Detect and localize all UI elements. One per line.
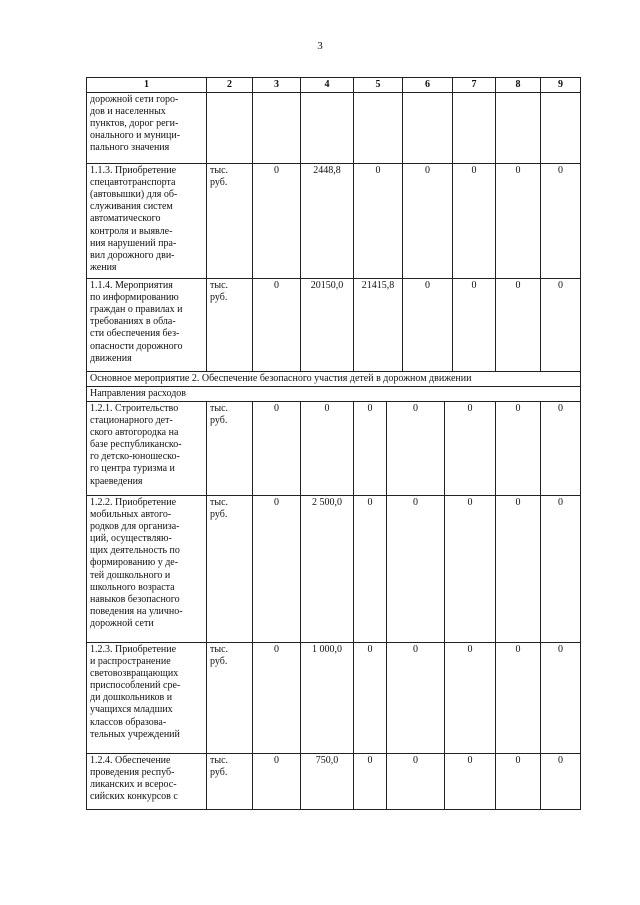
row-description: 1.2.2. Приобретение мобильных автого- родков для организа- ций, осуществляю- щих деятельность по формированию у де- тей дошкольного и школьного возраста навыков безопасного поведения на улично- дорожной сети	[87, 496, 207, 643]
row-description: дорожной сети горо- дов и населенных пунктов, дорог реги- онального и муници- пального значения	[87, 93, 207, 164]
value-cell: 0	[387, 754, 445, 810]
table-row	[87, 93, 581, 164]
value-cell: 0	[496, 402, 541, 496]
unit-cell: тыс. руб.	[207, 402, 253, 496]
row-description: 1.2.4. Обеспечение проведения респуб- ликанских и всерос- сийских конкурсов с	[87, 754, 207, 810]
value-cell: 0	[301, 402, 354, 496]
value-cell: 0	[253, 164, 301, 279]
directions-heading: Направления расходов	[87, 387, 581, 402]
value-cell: 0	[253, 754, 301, 810]
value-cell: 0	[387, 402, 445, 496]
col-header: 3	[253, 78, 301, 93]
activity-heading: Основное мероприятие 2. Обеспечение безопасного участия детей в дорожном движении	[87, 372, 581, 387]
col-header: 4	[301, 78, 354, 93]
value-cell: 0	[354, 643, 387, 754]
value-cell: 0	[387, 496, 445, 643]
value-cell: 0	[496, 643, 541, 754]
value-cell	[453, 93, 496, 164]
value-cell: 0	[453, 279, 496, 372]
value-cell: 0	[541, 754, 581, 810]
value-cell: 0	[541, 279, 581, 372]
section-row	[87, 387, 581, 402]
upper-table	[86, 77, 581, 402]
value-cell: 0	[253, 496, 301, 643]
unit-cell: тыс. руб.	[207, 164, 253, 279]
value-cell	[354, 93, 403, 164]
unit-cell	[207, 93, 253, 164]
value-cell	[496, 93, 541, 164]
value-cell: 21415,8	[354, 279, 403, 372]
value-cell	[403, 93, 453, 164]
table-row	[87, 754, 581, 810]
col-header: 5	[354, 78, 403, 93]
value-cell: 0	[253, 643, 301, 754]
value-cell: 750,0	[301, 754, 354, 810]
value-cell: 0	[354, 402, 387, 496]
value-cell	[541, 93, 581, 164]
value-cell: 0	[445, 496, 496, 643]
value-cell: 0	[354, 164, 403, 279]
value-cell: 0	[496, 754, 541, 810]
row-description: 1.2.1. Строительство стационарного дет- ского автогородка на базе республиканско- го детско-юношеско- го центра туризма и краеведения	[87, 402, 207, 496]
value-cell: 0	[541, 496, 581, 643]
value-cell: 0	[445, 643, 496, 754]
value-cell: 0	[387, 643, 445, 754]
unit-cell: тыс. руб.	[207, 279, 253, 372]
value-cell: 0	[541, 164, 581, 279]
col-header: 8	[496, 78, 541, 93]
value-cell: 2 500,0	[301, 496, 354, 643]
table-row	[87, 643, 581, 754]
value-cell: 0	[253, 402, 301, 496]
table-row	[87, 496, 581, 643]
value-cell: 0	[541, 643, 581, 754]
value-cell: 0	[453, 164, 496, 279]
value-cell: 0	[403, 164, 453, 279]
table-row	[87, 279, 581, 372]
value-cell: 0	[445, 754, 496, 810]
value-cell: 0	[496, 279, 541, 372]
value-cell: 0	[445, 402, 496, 496]
unit-cell: тыс. руб.	[207, 754, 253, 810]
col-header: 2	[207, 78, 253, 93]
col-header: 9	[541, 78, 581, 93]
row-description: 1.1.4. Мероприятия по информированию граждан о правилах и требованиях в обла- сти обеспечения без- опасности дорожного движения	[87, 279, 207, 372]
value-cell: 0	[253, 279, 301, 372]
unit-cell: тыс. руб.	[207, 643, 253, 754]
row-description: 1.1.3. Приобретение спецавтотранспорта (автовышки) для об- служивания систем автоматического контроля и выявле- ния нарушений пра- вил дорожного дви- жения	[87, 164, 207, 279]
value-cell	[301, 93, 354, 164]
page-number: 3	[317, 40, 323, 52]
value-cell: 0	[403, 279, 453, 372]
header-row	[87, 78, 581, 93]
value-cell: 20150,0	[301, 279, 354, 372]
row-description: 1.2.3. Приобретение и распространение световозвращающих приспособлений сре- ди дошкольников и учащихся младших классов образова- тельных учреждений	[87, 643, 207, 754]
value-cell: 0	[496, 496, 541, 643]
value-cell: 0	[354, 754, 387, 810]
col-header: 6	[403, 78, 453, 93]
lower-table	[86, 401, 581, 810]
value-cell: 2448,8	[301, 164, 354, 279]
section-row	[87, 372, 581, 387]
col-header: 1	[87, 78, 207, 93]
value-cell	[253, 93, 301, 164]
table-row	[87, 402, 581, 496]
value-cell: 0	[496, 164, 541, 279]
unit-cell: тыс. руб.	[207, 496, 253, 643]
value-cell: 1 000,0	[301, 643, 354, 754]
value-cell: 0	[354, 496, 387, 643]
col-header: 7	[453, 78, 496, 93]
value-cell: 0	[541, 402, 581, 496]
table-row	[87, 164, 581, 279]
